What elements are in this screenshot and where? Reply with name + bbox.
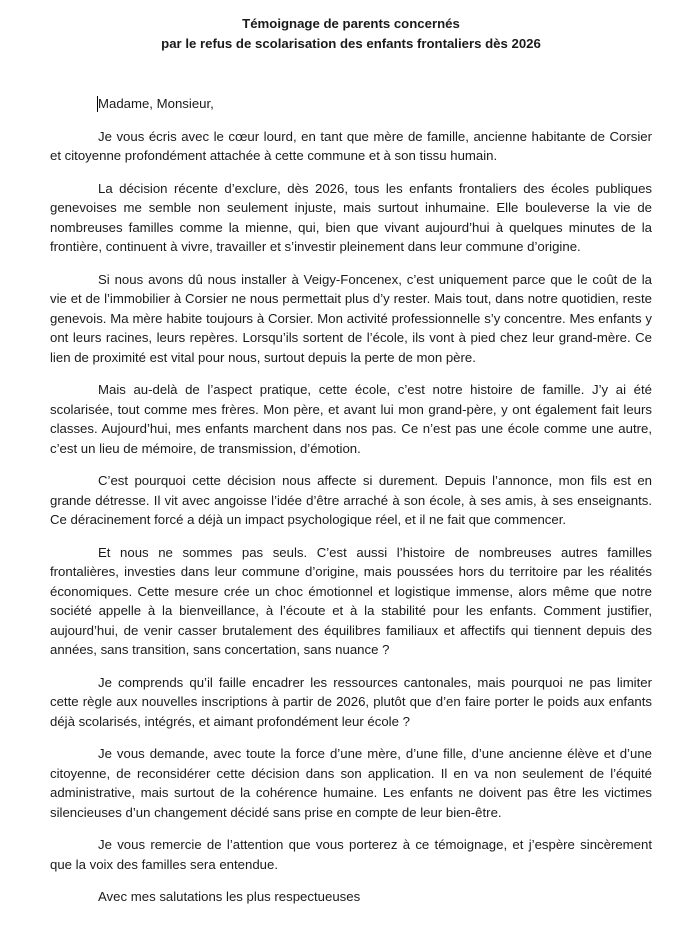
document-title <box>50 14 652 54</box>
closing-line[interactable]: Avec mes salutations les plus respectueuses <box>98 889 361 904</box>
paragraph[interactable]: Et nous ne sommes pas seuls. C’est aussi l’histoire de nombreuses autres familles frontalières, investies dans leur commune d’origine, mais poussées hors du territoire par les réalités économiques. Cette mesure crée un choc émotionnel et logistique immense, alors même que notre société appelle à la bienveillance, à l’écoute et à la stabilité pour les enfants. Comment justifier, aujourd’hui, de venir casser brutalement des équilibres familiaux et affectifs qui tiennent depuis des années, sans transition, sans concertation, sans nuance ? <box>50 544 652 657</box>
paragraph[interactable]: C’est pourquoi cette décision nous affecte si durement. Depuis l’annonce, mon fils est en grande détresse. Il vit avec angoisse l’idée d’être arraché à son école, à ses amis, à ses enseignants. Ce déracinement forcé a déjà un impact psychologique réel, et il ne fait que commencer. <box>50 473 652 527</box>
paragraph[interactable]: Je vous écris avec le cœur lourd, en tant que mère de famille, ancienne habitante de Corsier et citoyenne profondément attachée à cette commune et à son tissu humain. <box>50 128 652 163</box>
document-page <box>50 14 652 907</box>
salutation-text: Madame, Monsieur, <box>98 96 214 111</box>
paragraph[interactable]: Je comprends qu’il faille encadrer les ressources cantonales, mais pourquoi ne pas limiter cette règle aux nouvelles inscriptions à partir de 2026, plutôt que d’en faire porter le poids aux enfants déjà scolarisés, intégrés, et aimant profondément leur école ? <box>50 674 652 729</box>
paragraph[interactable]: Mais au-delà de l’aspect pratique, cette école, c’est notre histoire de famille. J’y ai été scolarisée, tout comme mes frères. Mon père, et avant lui mon grand-père, y ont également fait leurs classes. Aujourd’hui, mes enfants marchent dans nos pas. Ce n’est pas une école comme une autre, c’est un lieu de mémoire, de transmission, d’émotion. <box>50 382 652 456</box>
text-cursor <box>97 96 98 112</box>
paragraph[interactable]: La décision récente d’exclure, dès 2026, tous les enfants frontaliers des écoles publiques genevoises me semble non seulement injuste, mais surtout inhumaine. Elle bouleverse la vie de nombreuses familles comme la mienne, qui, bien que vivant aujourd’hui à quelques minutes de la frontière, continuent à vivre, travailler et s’investir pleinement dans leur commune d’origine. <box>50 180 652 254</box>
salutation[interactable] <box>50 94 652 114</box>
title-line-1: Témoignage de parents concernés <box>242 16 460 31</box>
paragraph[interactable]: Je vous demande, avec toute la force d’une mère, d’une fille, d’une ancienne élève et d’une citoyenne, de reconsidérer cette décision dans son application. Il en va non seulement de l’équité administrative, mais surtout de la cohérence humaine. Les enfants ne doivent pas être les victimes silencieuses d’un changement décidé sans prise en compte de leur bien-être. <box>50 746 652 820</box>
letter-body[interactable] <box>50 94 652 907</box>
paragraph[interactable]: Si nous avons dû nous installer à Veigy-Foncenex, c’est uniquement parce que le coût de la vie et de l’immobilier à Corsier ne nous permettait plus d’y rester. Mais tout, dans notre quotidien, reste genevois. Ma mère habite toujours à Corsier. Mon activité professionnelle s’y concentre. Mes enfants y ont leurs racines, leurs repères. Lorsqu’ils sortent de l’école, ils vont à pied chez leur grand-mère. Ce lien de proximité est vital pour nous, surtout depuis la perte de mon père. <box>50 271 652 365</box>
title-line-2: par le refus de scolarisation des enfants frontaliers dès 2026 <box>161 36 541 51</box>
paragraph[interactable]: Je vous remercie de l’attention que vous porterez à ce témoignage, et j’espère sincèrement que la voix des familles sera entendue. <box>50 837 652 872</box>
